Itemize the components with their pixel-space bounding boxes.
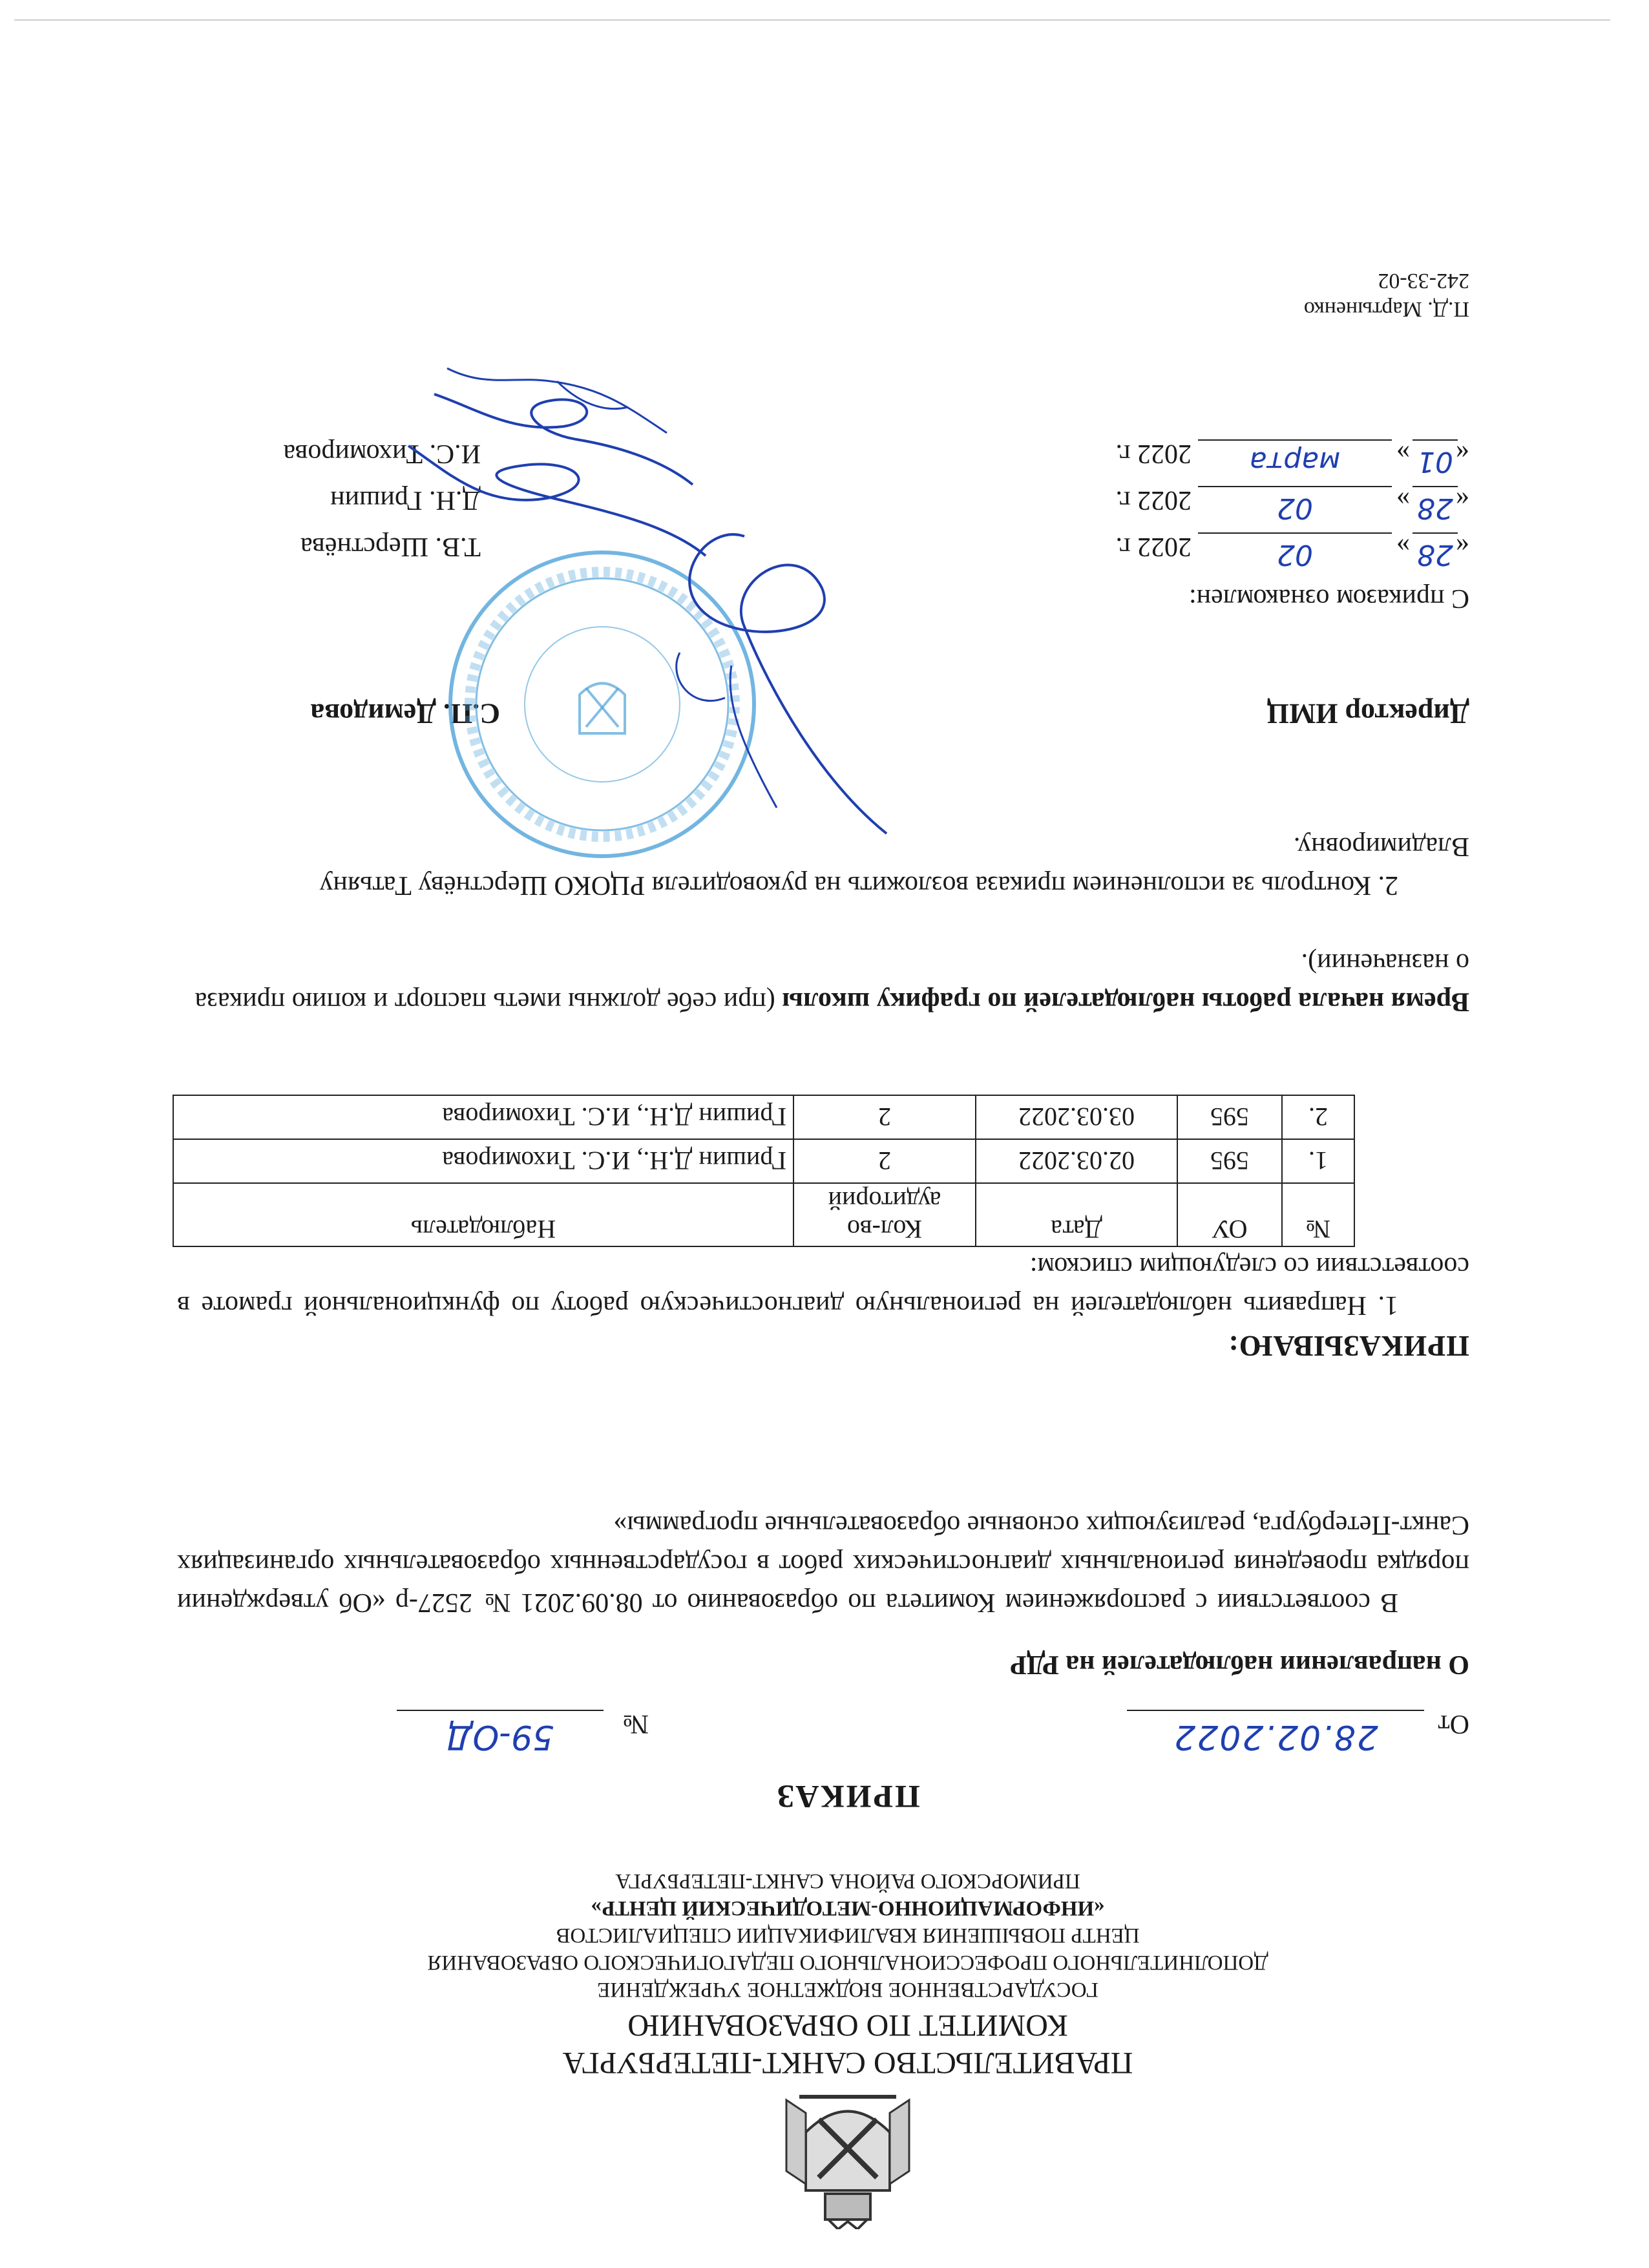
ack-month: 02 bbox=[1198, 486, 1392, 525]
header-line-4: ДОПОЛНИТЕЛЬНОГО ПРОФЕССИОНАЛЬНОГО ПЕДАГОГИЧЕСКОГО ОБРАЗОВАНИЯ bbox=[427, 1951, 1268, 1974]
ack-name: Т.В. Шерстнёва bbox=[300, 532, 481, 562]
table-header-row bbox=[173, 1183, 1354, 1246]
table-row bbox=[173, 1095, 1354, 1139]
ack-day: 01 bbox=[1413, 439, 1458, 478]
quote-open: « bbox=[1456, 532, 1469, 562]
col-header-observer: Наблюдатель bbox=[173, 1183, 793, 1246]
order-date-number-row bbox=[177, 1699, 1469, 1756]
number-label: № bbox=[622, 1709, 649, 1739]
ack-day: 28 bbox=[1413, 486, 1458, 525]
header-line-7: ПРИМОРСКОГО РАЙОНА САНКТ-ПЕТЕРБУРГА bbox=[615, 1869, 1080, 1893]
ack-day: 28 bbox=[1413, 532, 1458, 571]
executor-name: П.Д. Мартыненко bbox=[1303, 297, 1469, 321]
acknowledgement-label: С приказом ознакомлен: bbox=[1188, 583, 1469, 613]
order-number-handwritten: 59-ОД bbox=[397, 1710, 604, 1756]
scan-edge-line bbox=[14, 19, 1610, 21]
header-line-2: КОМИТЕТ ПО ОБРАЗОВАНИЮ bbox=[627, 2008, 1068, 2042]
item-2-paragraph: 2. Контроль за исполнением приказа возложить на руководителя РЦОКО Шерстнёву Татьяну Владимировну. bbox=[319, 832, 1469, 900]
handwritten-signatures bbox=[344, 355, 938, 859]
ack-year: 2022 г. bbox=[1115, 485, 1192, 515]
quote-close: » bbox=[1396, 485, 1410, 515]
cell-school: 595 bbox=[1177, 1139, 1282, 1183]
executor-footer bbox=[1304, 266, 1469, 323]
quote-open: « bbox=[1456, 485, 1469, 515]
ack-name: Д.Н. Гришин bbox=[330, 485, 481, 515]
cell-rooms: 2 bbox=[793, 1139, 976, 1183]
cell-date: 03.03.2022 bbox=[976, 1095, 1177, 1139]
observers-table bbox=[173, 1095, 1355, 1247]
header-line-6: «ИНФОРМАЦИОННО-МЕТОДИЧЕСКИЙ ЦЕНТР» bbox=[591, 1896, 1105, 1920]
header-line-3: ГОСУДАРСТВЕННОЕ БЮДЖЕТНОЕ УЧРЕЖДЕНИЕ bbox=[597, 1978, 1098, 2001]
start-time-note bbox=[177, 943, 1469, 1021]
cell-number: 2. bbox=[1282, 1095, 1354, 1139]
cell-rooms: 2 bbox=[793, 1095, 976, 1139]
order-date-handwritten: 28.02.2022 bbox=[1127, 1710, 1424, 1756]
header-line-1: ПРАВИТЕЛЬСТВО САНКТ-ПЕТЕРБУРГА bbox=[562, 2046, 1133, 2080]
date-label: От bbox=[1438, 1709, 1469, 1739]
order-title: ПРИКАЗ bbox=[775, 1779, 920, 1815]
col-header-date: Дата bbox=[976, 1183, 1177, 1246]
table-row bbox=[173, 1139, 1354, 1183]
decree-label: ПРИКАЗЫВАЮ: bbox=[1228, 1330, 1469, 1363]
quote-close: » bbox=[1396, 439, 1410, 468]
quote-close: » bbox=[1396, 532, 1410, 562]
cell-date: 02.03.2022 bbox=[976, 1139, 1177, 1183]
cell-observer: Гришин Д.Н., И.С. Тихомирова bbox=[173, 1139, 793, 1183]
ack-name: И.С. Тихомирова bbox=[283, 439, 481, 468]
cell-observer: Гришин Д.Н., И.С. Тихомирова bbox=[173, 1095, 793, 1139]
col-header-school: ОУ bbox=[1177, 1183, 1282, 1246]
order-subject: О направлении наблюдателей на РДР bbox=[1010, 1650, 1469, 1679]
coat-of-arms-icon bbox=[780, 2084, 916, 2229]
ack-year: 2022 г. bbox=[1115, 439, 1192, 468]
preamble-paragraph: В соответствии с распоряжением Комитета по образованию от 08.09.2021 № 2527-р «Об утверждении порядка проведения региональных диагностических работ в государственных образовательных организациях Санкт-Петербурга, реализующих основные образовательные программы» bbox=[177, 1510, 1469, 1617]
director-title: Директор ИМЦ bbox=[1266, 698, 1469, 730]
ack-year: 2022 г. bbox=[1115, 532, 1192, 562]
col-header-number: № bbox=[1282, 1183, 1354, 1246]
ack-month: 02 bbox=[1198, 532, 1392, 571]
ack-month: марта bbox=[1198, 439, 1392, 478]
col-header-rooms: Кол-во аудиторий bbox=[793, 1183, 976, 1246]
start-time-note-rest: (при себе должны иметь паспорт и копию приказа о назначении). bbox=[194, 948, 1469, 1016]
item-1-paragraph: 1. Направить наблюдателей на региональную диагностическую работу по функциональной грамоте в соответствии со следующим списком: bbox=[177, 1252, 1469, 1320]
director-name: С.П. Демидова bbox=[310, 698, 500, 730]
executor-phone: 242-33-02 bbox=[1378, 269, 1469, 293]
quote-open: « bbox=[1456, 439, 1469, 468]
cell-number: 1. bbox=[1282, 1139, 1354, 1183]
start-time-note-bold: Время начала работы наблюдателей по графику школы bbox=[782, 987, 1469, 1016]
cell-school: 595 bbox=[1177, 1095, 1282, 1139]
header-line-5: ЦЕНТР ПОВЫШЕНИЯ КВАЛИФИКАЦИИ СПЕЦИАЛИСТОВ bbox=[556, 1924, 1140, 1947]
